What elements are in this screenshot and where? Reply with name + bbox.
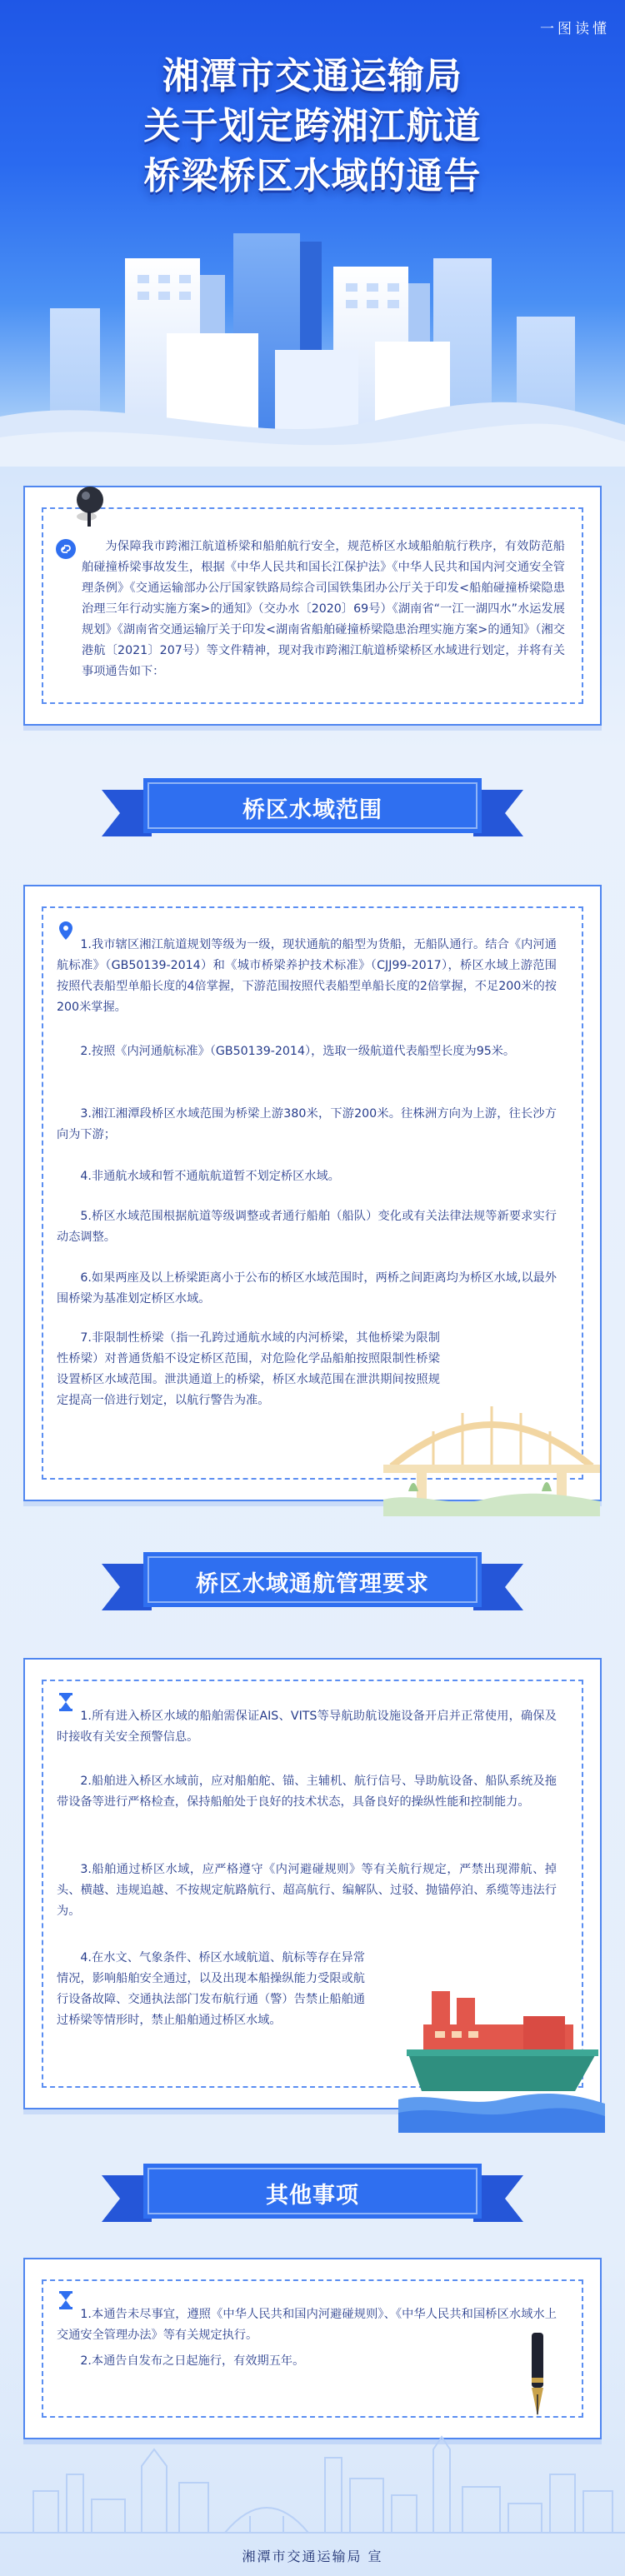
page-title <box>0 52 625 202</box>
title-line-1: 湘潭市交通运输局 <box>162 55 462 97</box>
navigation-item-2: 2.船舶进入桥区水域前，应对船舶舵、锚、主辅机、航行信号、导助航设备、船队系统及拖带设备等进行严格检查，保持船舶处于良好的技术状态，具备良好的操纵性能和控制能力。 <box>57 1775 557 1809</box>
section-3-card-border <box>42 2279 583 2418</box>
title-line-2: 关于划定跨湘江航道 <box>143 105 482 147</box>
section-1-title: 桥区水域范围 <box>242 797 382 823</box>
scope-item-2: 2.按照《内河通航标准》（GB50139-2014），选取一级航道代表船型长度为95米。 <box>80 1045 516 1058</box>
navigation-item-3: 3.船舶通过桥区水域，应严格遵守《内河避碰规则》等有关航行规定，严禁出现滞航、掉头、横越、违规追越、不按规定航路航行、超高航行、编解队、过驳、抛锚停泊、系缆等违法行为。 <box>57 1863 557 1918</box>
navigation-item-4: 4.在水文、气象条件、桥区水域航道、航标等存在异常情况，影响船舶安全通过，以及出现本船操纵能力受限或航行设备故障、交通执法部门发布航行通（警）告禁止船舶通过桥梁等情形时，禁止船舶通过桥区水域。 <box>57 1951 365 2027</box>
title-line-3: 桥梁桥区水域的通告 <box>143 155 482 197</box>
scope-item-3: 3.湘江湘潭段桥区水域范围为桥梁上游380米，下游200米。往株洲方向为上游，往长沙方向为下游； <box>57 1107 557 1141</box>
pushpin-icon <box>70 483 110 530</box>
skyline-illustration <box>0 2433 625 2541</box>
scope-item-6: 6.如果两座及以上桥梁距离小于公布的桥区水域范围时，两桥之间距离均为桥区水域,以最外围桥梁为基准划定桥区水域。 <box>57 1271 557 1305</box>
navigation-item-1: 1.所有进入桥区水域的船舶需保证AIS、VITS等导航助航设施设备开启并正常使用，确保及时接收有关安全预警信息。 <box>57 1710 557 1744</box>
link-icon <box>55 538 77 560</box>
corner-tag: 一图读懂 <box>540 21 610 37</box>
scope-item-7: 7.非限制性桥梁（指一孔跨过通航水域的内河桥梁，其他桥梁为限制性桥梁）对普通货船不设定桥区范围，对危险化学品船舶按照限制性桥梁设置桥区水域范围。泄洪通道上的桥梁，桥区水域范围在泄洪期间按照规定提高一倍进行划定，以航行警告为准。 <box>57 1331 440 1407</box>
section-2-header <box>102 1552 523 1617</box>
scope-item-4: 4.非通航水域和暂不通航航道暂不划定桥区水域。 <box>80 1170 340 1183</box>
other-item-1: 1.本通告未尽事宜，遵照《中华人民共和国内河避碰规则》、《中华人民共和国桥区水域水上交通安全管理办法》等有关规定执行。 <box>57 2308 557 2342</box>
section-3-card <box>23 2258 602 2439</box>
bridge-illustration <box>383 1366 600 1516</box>
section-3-title: 其他事项 <box>266 2183 359 2209</box>
ship-illustration <box>398 1966 605 2133</box>
scope-item-1: 1.我市辖区湘江航道规划等级为一级，现状通航的船型为货船，无船队通行。结合《内河通航标准》（GB50139-2014）和《城市桥梁养护技术标准》（CJJ99-2017），桥区水域上游范围按照代表船型单船长度的4倍掌握，下游范围按照代表船型单船长度的2倍掌握，不足200米的按200米掌握。 <box>57 938 557 1014</box>
footer-publisher: 湘潭市交通运输局 宣 <box>242 2549 383 2564</box>
section-2-title: 桥区水域通航管理要求 <box>196 1571 429 1597</box>
city-buildings-illustration <box>0 208 625 467</box>
section-3-header <box>102 2164 523 2229</box>
section-1-header <box>102 778 523 843</box>
other-item-2: 2.本通告自发布之日起施行，有效期五年。 <box>80 2354 305 2368</box>
scope-item-5: 5.桥区水域范围根据航道等级调整或者通行船舶（船队）变化或有关法律法规等新要求实行动态调整。 <box>57 1210 557 1244</box>
intro-paragraph: 为保障我市跨湘江航道桥梁和船舶航行安全，规范桥区水域船舶航行秩序，有效防范船舶碰撞桥梁事故发生，根据《中华人民共和国长江保护法》《中华人民共和国内河交通安全管理条例》《交通运输部办公厅国家铁路局综合司国铁集团办公厅关于印发<船舶碰撞桥梁隐患治理三年行动实施方案>的通知》（交办水〔2020〕69号）《湖南省“一江一湖四水”水运发展规划》《湖南省交通运输厅关于印发<湖南省船舶碰撞桥梁隐患治理实施方案>的通知》（湘交港航〔2021〕207号）等文件精神，现对我市跨湘江航道桥梁桥区水域进行划定，并将有关事项通告如下： <box>82 540 565 678</box>
hero-banner <box>0 0 625 467</box>
fountain-pen-icon <box>517 2333 558 2433</box>
